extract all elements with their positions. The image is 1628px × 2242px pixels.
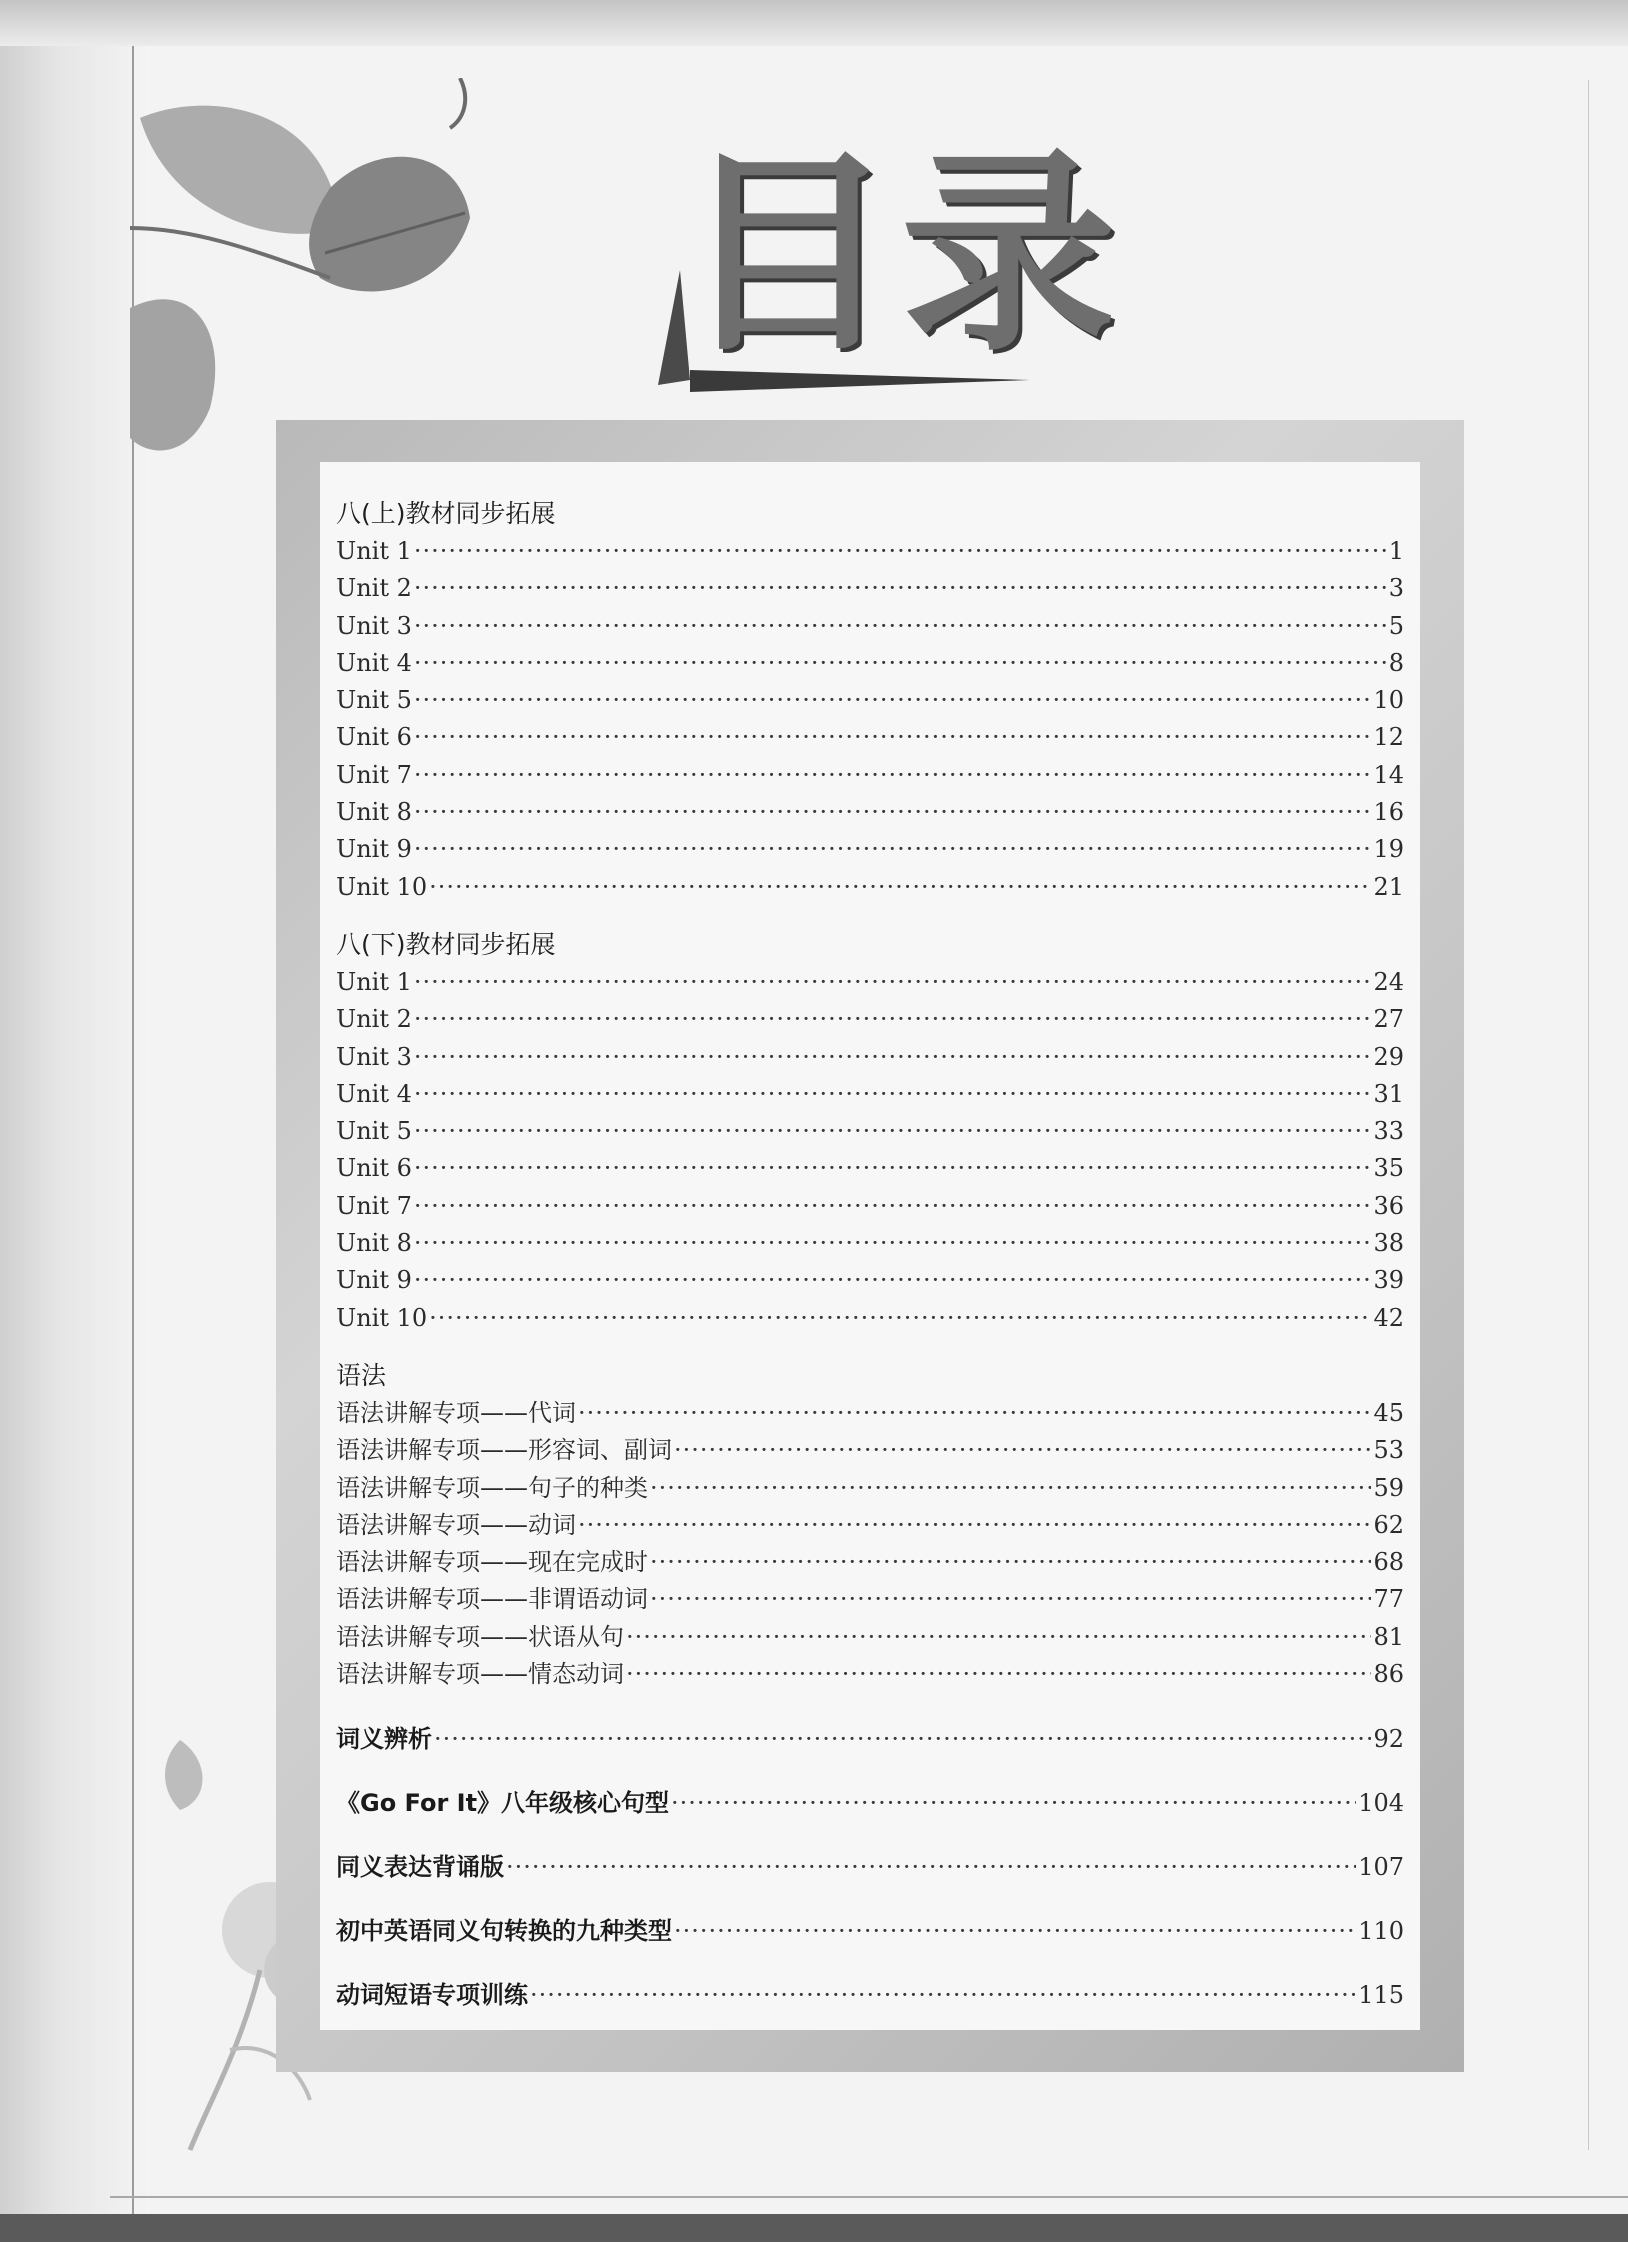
entry-page: 10 [1373, 686, 1404, 715]
toc-entry[interactable] [336, 1835, 1404, 1899]
toc-entry[interactable] [336, 1899, 1404, 1963]
toc-entry[interactable] [336, 1619, 1404, 1656]
toc-entry[interactable] [336, 1395, 1404, 1432]
entry-page: 1 [1388, 537, 1404, 565]
toc-entry[interactable] [336, 757, 1404, 794]
toc-entry[interactable] [336, 608, 1404, 645]
dot-leader [414, 964, 1372, 1001]
entry-page: 42 [1373, 1303, 1404, 1332]
entry-page: 81 [1373, 1622, 1404, 1651]
page-title: 目录 [680, 129, 1122, 380]
entry-label: Unit 7 [336, 760, 412, 789]
dot-leader [414, 645, 1387, 682]
toc-entry[interactable] [336, 1076, 1404, 1113]
scan-bottom-strip [0, 2214, 1628, 2242]
entry-page: 104 [1358, 1789, 1404, 1818]
dot-leader [650, 1470, 1371, 1507]
entry-page: 21 [1373, 872, 1404, 901]
section-gap [336, 906, 1404, 926]
toc-entry[interactable] [336, 1225, 1404, 1262]
scan-bottom-rule [110, 2196, 1628, 2198]
section-heading: 语法 [336, 1360, 387, 1390]
dot-leader [626, 1656, 1371, 1693]
entry-page: 27 [1373, 1005, 1404, 1034]
entry-label: 同义表达背诵版 [336, 1853, 504, 1882]
toc-entry[interactable] [336, 1001, 1404, 1038]
entry-page: 12 [1373, 723, 1404, 752]
entry-page: 107 [1358, 1853, 1404, 1882]
entry-page: 45 [1373, 1398, 1404, 1427]
toc-entry[interactable] [336, 1300, 1404, 1337]
toc-entry[interactable] [336, 1771, 1404, 1835]
entry-label: 动词短语专项训练 [336, 1981, 528, 2010]
entry-page: 29 [1373, 1042, 1404, 1071]
entry-label: 语法讲解专项——代词 [336, 1398, 576, 1427]
dot-leader [578, 1507, 1371, 1544]
entry-page: 14 [1373, 760, 1404, 789]
dot-leader [674, 1899, 1356, 1963]
entry-page: 53 [1373, 1436, 1404, 1465]
entry-label: 初中英语同义句转换的九种类型 [336, 1917, 672, 1946]
dot-leader [530, 1963, 1356, 2027]
entry-label: 语法讲解专项——状语从句 [336, 1622, 624, 1651]
entry-page: 19 [1373, 835, 1404, 864]
entry-label: Unit 4 [336, 1079, 412, 1108]
entry-label: Unit 2 [336, 574, 412, 603]
table-of-contents [336, 495, 1404, 2027]
toc-entry[interactable] [336, 1544, 1404, 1581]
entry-label: Unit 5 [336, 1117, 412, 1146]
dot-leader [429, 1300, 1371, 1337]
toc-entry[interactable] [336, 1039, 1404, 1076]
toc-entry[interactable] [336, 1262, 1404, 1299]
entry-label: 词义辨析 [336, 1725, 432, 1754]
dot-leader [414, 1262, 1372, 1299]
dot-leader [414, 608, 1387, 645]
entry-label: Unit 7 [336, 1191, 412, 1220]
dot-leader [414, 570, 1387, 607]
dot-leader [414, 1001, 1372, 1038]
title-block [650, 130, 1130, 400]
entry-page: 115 [1358, 1981, 1404, 2010]
toc-entry[interactable] [336, 1470, 1404, 1507]
dot-leader [414, 533, 1387, 570]
dot-leader [506, 1835, 1356, 1899]
entry-label: 语法讲解专项——动词 [336, 1510, 576, 1539]
entry-label: Unit 8 [336, 798, 412, 827]
toc-entry[interactable] [336, 645, 1404, 682]
entry-label: Unit 2 [336, 1005, 412, 1034]
toc-entry[interactable] [336, 1707, 1404, 1771]
toc-entry[interactable] [336, 1150, 1404, 1187]
dot-leader [674, 1432, 1371, 1469]
entry-label: Unit 8 [336, 1229, 412, 1258]
scan-right-edge [1588, 80, 1589, 2150]
dot-leader [429, 869, 1371, 906]
entry-page: 38 [1373, 1229, 1404, 1258]
dot-leader [671, 1771, 1356, 1835]
entry-page: 3 [1388, 574, 1404, 603]
entry-page: 24 [1373, 967, 1404, 996]
toc-entry[interactable] [336, 533, 1404, 570]
dot-leader [626, 1619, 1371, 1656]
toc-entry[interactable] [336, 1656, 1404, 1693]
entry-label: 语法讲解专项——情态动词 [336, 1660, 624, 1689]
dot-leader [414, 1076, 1372, 1113]
entry-label: 语法讲解专项——形容词、副词 [336, 1436, 672, 1465]
entry-page: 110 [1358, 1917, 1404, 1946]
section-heading: 八(上)教材同步拓展 [336, 499, 556, 528]
entry-page: 59 [1373, 1473, 1404, 1502]
dot-leader [650, 1581, 1371, 1618]
entry-label: Unit 1 [336, 537, 412, 565]
entry-page: 31 [1373, 1079, 1404, 1108]
entry-page: 36 [1373, 1191, 1404, 1220]
entry-label: Unit 10 [336, 1303, 428, 1332]
toc-entry[interactable] [336, 831, 1404, 868]
entry-label: 语法讲解专项——非谓语动词 [336, 1585, 648, 1614]
entry-label: Unit 6 [336, 1154, 412, 1183]
entry-page: 39 [1373, 1266, 1404, 1295]
scan-top-shadow [0, 0, 1628, 46]
toc-entry[interactable] [336, 869, 1404, 906]
section-gap [336, 1337, 1404, 1357]
section-heading: 八(下)教材同步拓展 [336, 929, 556, 959]
dot-leader [414, 1113, 1372, 1150]
entry-page: 5 [1388, 611, 1404, 640]
toc-entry[interactable] [336, 719, 1404, 756]
toc-entry[interactable] [336, 794, 1404, 831]
section-gap [336, 1693, 1404, 1707]
dot-leader [414, 682, 1372, 719]
dot-leader [414, 757, 1372, 794]
toc-entry[interactable] [336, 682, 1404, 719]
entry-label: Unit 1 [336, 967, 412, 996]
entry-label: Unit 5 [336, 686, 412, 715]
entry-label: 语法讲解专项——句子的种类 [336, 1473, 648, 1502]
toc-entry[interactable] [336, 1188, 1404, 1225]
entry-label: Unit 3 [336, 1042, 412, 1071]
toc-entry[interactable] [336, 964, 1404, 1001]
dot-leader [414, 831, 1372, 868]
entry-page: 62 [1373, 1510, 1404, 1539]
toc-entry[interactable] [336, 1507, 1404, 1544]
dot-leader [578, 1395, 1371, 1432]
entry-page: 8 [1388, 648, 1404, 677]
toc-entry[interactable] [336, 1963, 1404, 2027]
leaf-decoration-icon [130, 78, 490, 478]
entry-label: Unit 9 [336, 835, 412, 864]
dot-leader [414, 719, 1372, 756]
entry-label: Unit 3 [336, 611, 412, 640]
toc-entry[interactable] [336, 1113, 1404, 1150]
entry-label: Unit 9 [336, 1266, 412, 1295]
dot-leader [650, 1544, 1371, 1581]
entry-label: 语法讲解专项——现在完成时 [336, 1548, 648, 1577]
entry-page: 33 [1373, 1117, 1404, 1146]
entry-label: 《Go For It》八年级核心句型 [336, 1789, 670, 1818]
toc-entry[interactable] [336, 570, 1404, 607]
entry-page: 92 [1373, 1725, 1404, 1754]
toc-entry[interactable] [336, 1432, 1404, 1469]
dot-leader [414, 1225, 1372, 1262]
entry-page: 86 [1373, 1660, 1404, 1689]
page-spine-shadow [0, 0, 150, 2242]
entry-page: 35 [1373, 1154, 1404, 1183]
toc-entry[interactable] [336, 1581, 1404, 1618]
dot-leader [434, 1707, 1371, 1771]
entry-page: 68 [1373, 1548, 1404, 1577]
entry-label: Unit 6 [336, 723, 412, 752]
entry-label: Unit 4 [336, 648, 412, 677]
entry-page: 77 [1373, 1585, 1404, 1614]
dot-leader [414, 1188, 1372, 1225]
entry-page: 16 [1373, 798, 1404, 827]
dot-leader [414, 1039, 1372, 1076]
dot-leader [414, 794, 1372, 831]
dot-leader [414, 1150, 1372, 1187]
entry-label: Unit 10 [336, 872, 428, 901]
